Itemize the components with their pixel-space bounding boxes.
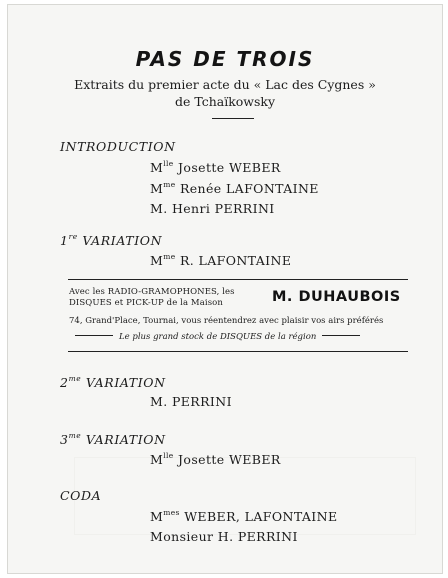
section-heading-introduction: INTRODUCTION [60,139,176,154]
dash-left [75,335,113,336]
performer-title-sup: me [163,180,176,189]
program-subtitle: Extraits du premier acte du « Lac des Cygnes » [74,77,376,92]
performer-title: M [150,452,164,467]
performer-line [150,252,291,268]
variation-number: 2 [60,375,69,390]
performer-name: Josette WEBER [178,452,281,467]
advert-address: 74, Grand'Place, Tournai, vous réentendrez avec plaisir vos airs préférés [69,316,384,326]
performer-title-sup: me [163,252,176,261]
performer-line [150,394,232,409]
performer-name: R. LAFONTAINE [179,253,292,268]
performer-line [150,508,338,524]
performer-title: M [150,253,164,268]
advert-bottom-rule [68,351,408,352]
performer-line [150,180,319,196]
advert-slogan: Le plus grand stock de DISQUES de la région [119,332,317,342]
section-heading-variation-2 [60,374,166,390]
section-heading-variation-1 [60,232,162,248]
dash-right [322,335,360,336]
program-title: PAS DE TROIS [135,47,315,71]
performer-title-sup: mes [163,508,180,517]
advert-top-rule [68,279,408,280]
advert-line-1: Avec les RADIO-GRAMOPHONES, les [69,287,235,297]
performer-line [150,451,281,467]
performer-title: M [150,181,164,196]
performer-title-sup: lle [163,451,174,460]
advert-brand: M. DUHAUBOIS [272,289,401,305]
performer-line [150,159,281,175]
variation-label: VARIATION [85,375,166,390]
performer-name: Henri PERRINI [171,201,275,216]
performer-title: M. [150,394,168,409]
performer-name: Josette WEBER [178,160,281,175]
variation-label: VARIATION [82,233,163,248]
performer-name: Renée LAFONTAINE [179,181,319,196]
section-heading-variation-3 [60,431,166,447]
performer-name: WEBER, LAFONTAINE [184,509,338,524]
performer-line [150,529,298,544]
advert-slogan-row [69,332,366,342]
performer-line [150,201,275,216]
performer-title: M [150,160,164,175]
variation-number: 3 [60,432,69,447]
variation-number-sup: me [68,374,82,383]
program-page [7,4,443,574]
variation-number: 1 [60,233,69,248]
performer-title: M [150,509,164,524]
program-composer: de Tchaïkowsky [174,94,276,109]
performer-name: H. PERRINI [217,529,298,544]
variation-label: VARIATION [85,432,166,447]
title-divider [212,118,254,119]
advert-line-2: DISQUES et PICK-UP de la Maison [69,298,223,308]
variation-number-sup: re [68,232,78,241]
performer-title-sup: lle [163,159,174,168]
variation-number-sup: me [68,431,82,440]
performer-title: Monsieur [150,529,214,544]
section-heading-coda: CODA [60,488,102,503]
performer-name: PERRINI [171,394,232,409]
performer-title: M. [150,201,168,216]
